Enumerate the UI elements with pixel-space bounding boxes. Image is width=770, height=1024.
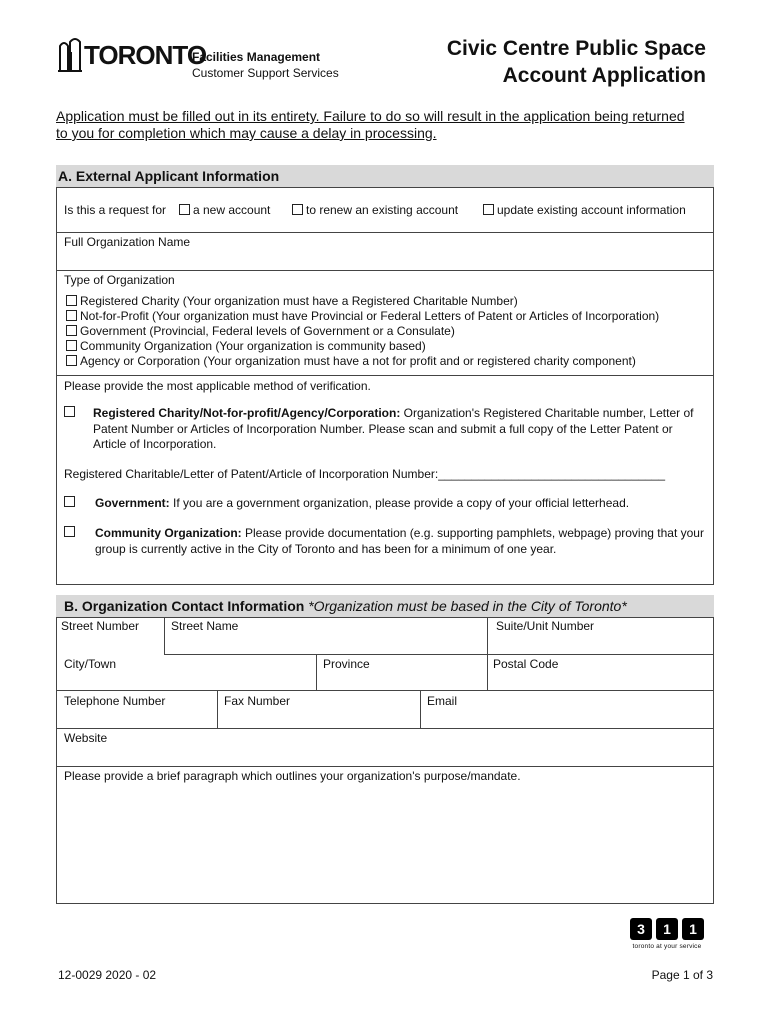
telephone-field[interactable]: Telephone Number: [64, 694, 166, 708]
reg-number-field[interactable]: Registered Charitable/Letter of Patent/Article of Incorporation Number:__________________________________: [64, 467, 666, 481]
toronto-logo: [58, 36, 207, 76]
fax-field[interactable]: Fax Number: [224, 694, 291, 708]
checkbox-icon: [66, 310, 77, 321]
website-field[interactable]: Website: [64, 731, 108, 745]
verification-prompt: Please provide the most applicable method of verification.: [64, 379, 371, 393]
checkbox-icon: [66, 325, 77, 336]
city-field[interactable]: City/Town: [64, 657, 117, 671]
checkbox-icon: [179, 204, 190, 215]
form-number: 12-0029 2020 - 02: [58, 968, 157, 982]
renew-account-checkbox[interactable]: to renew an existing account: [292, 203, 458, 217]
checkbox-icon: [292, 204, 303, 215]
section-b-box: [56, 617, 714, 904]
suite-field[interactable]: Suite/Unit Number: [496, 619, 595, 633]
verif-government-checkbox[interactable]: [64, 496, 75, 507]
division-name: Customer Support Services: [192, 66, 339, 80]
verif-community-text: Community Organization: Please provide documentation (e.g. supporting pamphlets, webpage) proving that your group is currently active in the City of Toronto and has been for a minimum of one year.: [95, 526, 704, 556]
verif-government-text: Government: If you are a government organization, please provide a copy of your official letterhead.: [95, 496, 630, 510]
page-title: Civic Centre Public Space Account Application: [446, 37, 706, 87]
org-type-not-for-profit[interactable]: Not-for-Profit (Your organization must have Provincial or Federal Letters of Patent or Articles of Incorporation): [66, 309, 659, 324]
street-name-field[interactable]: Street Name: [171, 619, 239, 633]
org-type-community[interactable]: Community Organization (Your organization is community based): [66, 339, 426, 354]
badge-digit: 3: [630, 918, 652, 940]
logo-wordmark: TORONTO: [84, 40, 207, 70]
province-field[interactable]: Province: [323, 657, 370, 671]
checkbox-icon: [66, 355, 77, 366]
section-b-heading: B. Organization Contact Information *Organization must be based in the City of Toronto*: [56, 595, 714, 617]
verif-charity-text: Registered Charity/Not-for-profit/Agency/Corporation: Organization's Registered Charitable number, Letter of Patent Number or Articles of Incorporation Number. Please scan and submit a full copy of the Letter Patent or Article of Incorporation.: [93, 406, 694, 451]
org-type-agency[interactable]: Agency or Corporation (Your organization must have a not for profit and or registered charity component): [66, 354, 636, 369]
street-number-field[interactable]: Street Number: [61, 619, 140, 633]
badge-311: [624, 918, 710, 952]
postal-code-field[interactable]: Postal Code: [493, 657, 559, 671]
page-number: Page 1 of 3: [651, 968, 713, 982]
department-name: Facilities Management: [192, 50, 321, 64]
org-name-field[interactable]: Full Organization Name: [64, 235, 191, 249]
org-type-government[interactable]: Government (Provincial, Federal levels of Government or a Consulate): [66, 324, 455, 339]
checkbox-icon: [66, 295, 77, 306]
badge-tagline: toronto at your service: [632, 943, 702, 950]
city-hall-icon: [58, 36, 82, 72]
org-type-label: Type of Organization: [64, 273, 175, 287]
checkbox-icon: [483, 204, 494, 215]
badge-digit: 1: [682, 918, 704, 940]
badge-digit: 1: [656, 918, 678, 940]
verif-community-checkbox[interactable]: [64, 526, 75, 537]
intro-notice: Application must be filled out in its entirety. Failure to do so will result in the application being returned to you for completion which may cause a delay in processing.: [56, 108, 685, 141]
purpose-field[interactable]: Please provide a brief paragraph which outlines your organization's purpose/mandate.: [64, 769, 521, 783]
update-account-checkbox[interactable]: update existing account information: [483, 203, 686, 217]
request-type-row: Is this a request for: [64, 203, 167, 217]
verif-charity-checkbox[interactable]: [64, 406, 75, 417]
checkbox-icon: [66, 340, 77, 351]
org-type-registered-charity[interactable]: Registered Charity (Your organization must have a Registered Charitable Number): [66, 294, 518, 309]
section-a-heading: A. External Applicant Information: [56, 165, 714, 187]
new-account-checkbox[interactable]: a new account: [179, 203, 270, 217]
email-field[interactable]: Email: [427, 694, 458, 708]
